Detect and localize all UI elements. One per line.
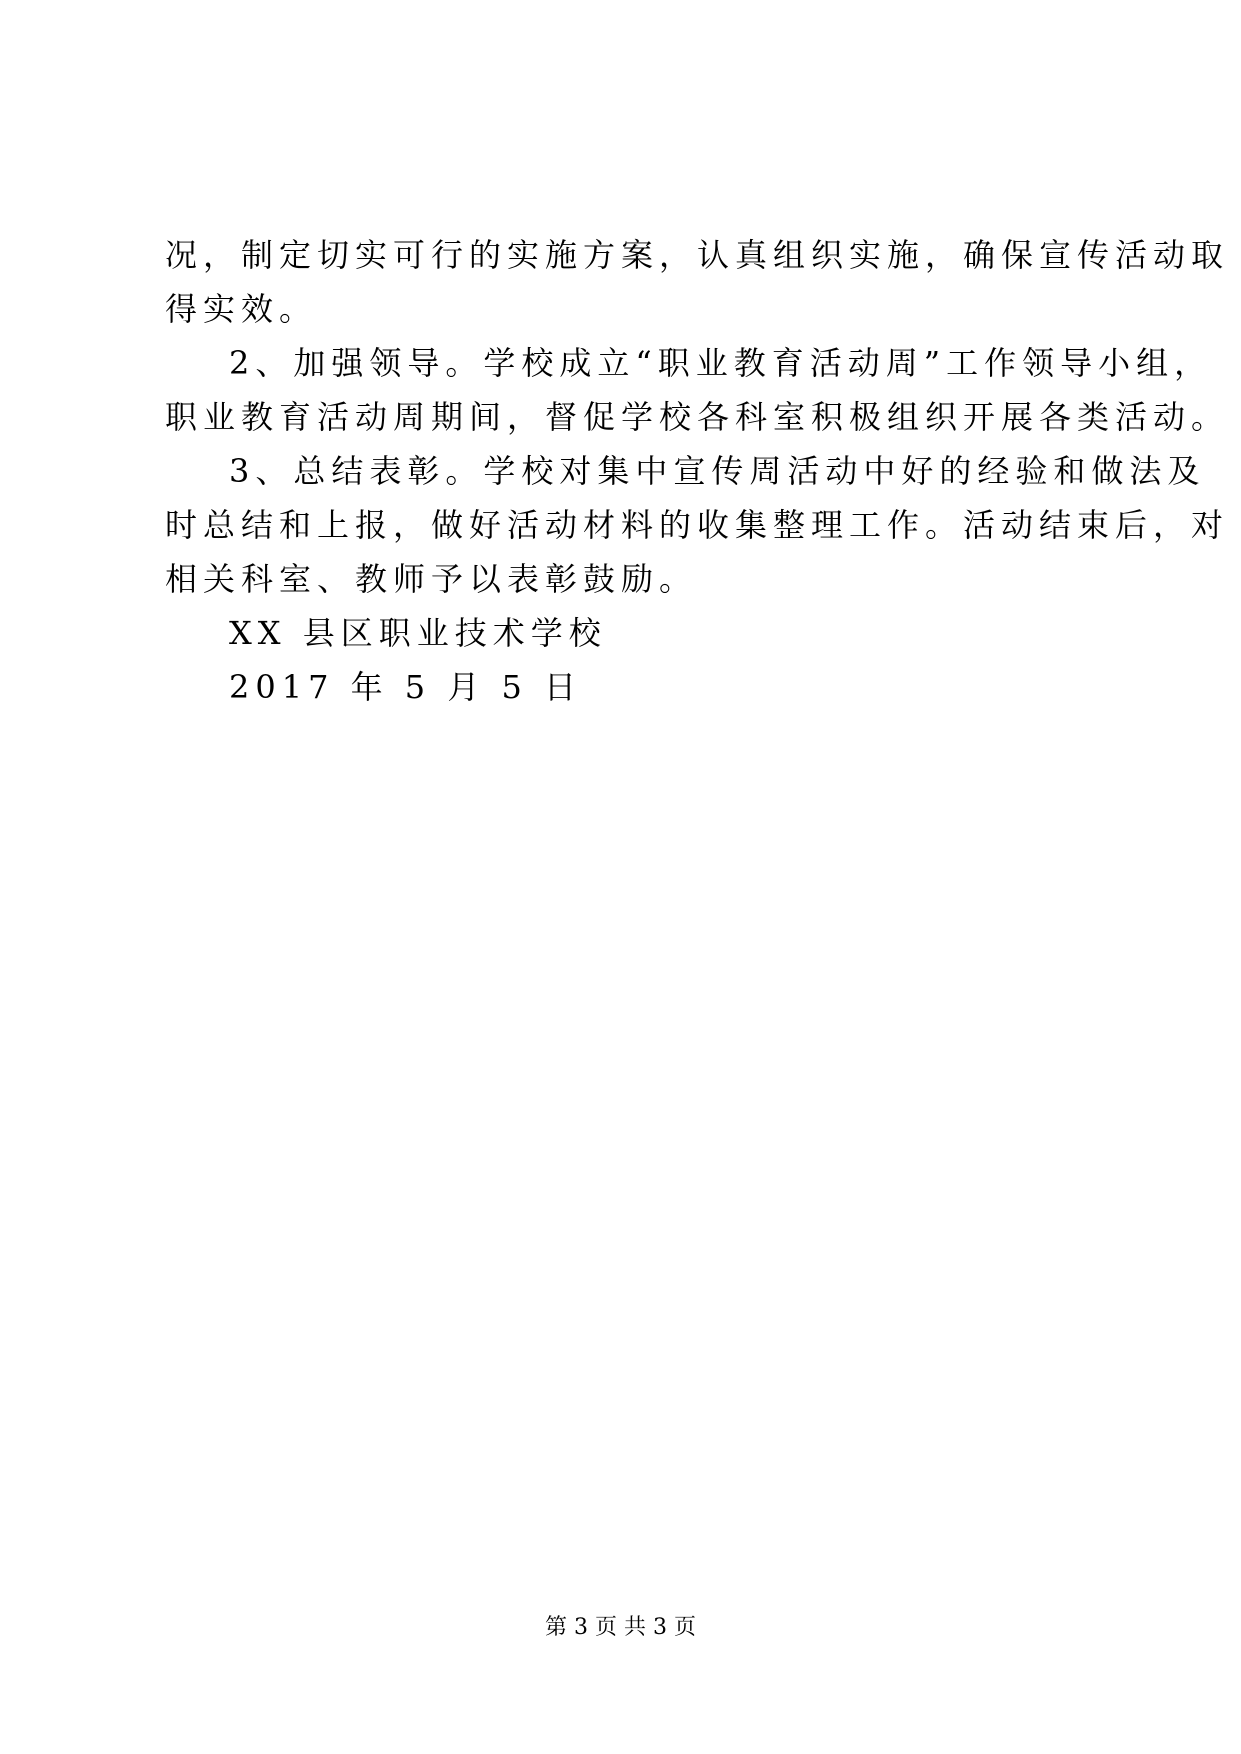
signature-organization: XX 县区职业技术学校 <box>229 614 607 652</box>
paragraph-3-line-2: 时总结和上报，做好活动材料的收集整理工作。活动结束后，对 <box>165 506 1230 544</box>
signature-date: 2017 年 5 月 5 日 <box>229 668 583 706</box>
paragraph-1-line-1: 况，制定切实可行的实施方案，认真组织实施，确保宣传活动取 <box>165 236 1230 274</box>
paragraph-3-line-3: 相关科室、教师予以表彰鼓励。 <box>165 560 698 598</box>
paragraph-2-line-2: 职业教育活动周期间，督促学校各科室积极组织开展各类活动。 <box>165 398 1230 436</box>
page-footer <box>0 1613 1241 1643</box>
paragraph-3-line-1: 3、总结表彰。学校对集中宣传周活动中好的经验和做法及 <box>229 452 1206 490</box>
document-body <box>165 228 1230 714</box>
paragraph-1-line-2: 得实效。 <box>165 290 318 328</box>
page-number-label: 第 3 页 共 3 页 <box>545 1615 696 1640</box>
paragraph-2-line-1: 2、加强领导。学校成立“职业教育活动周”工作领导小组， <box>229 344 1213 382</box>
